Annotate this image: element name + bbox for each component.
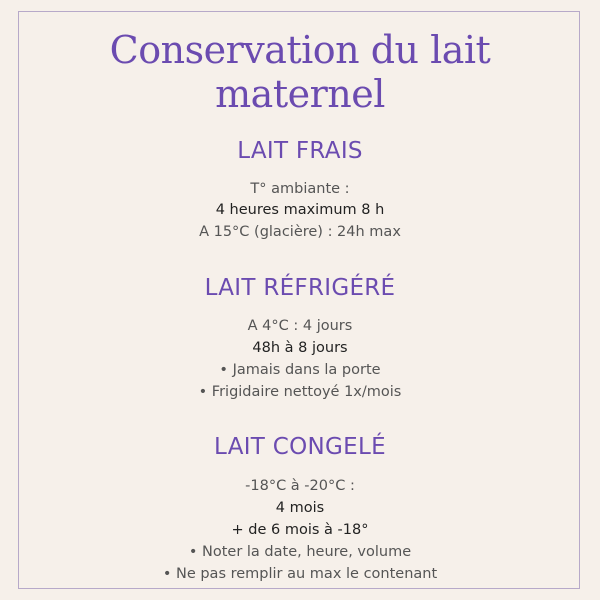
title-line-2: maternel (215, 72, 385, 116)
section-line: + de 6 mois à -18° (231, 522, 369, 538)
section-line: T° ambiante : (250, 181, 350, 197)
section-line: A 4°C : 4 jours (247, 318, 353, 334)
section-heading-lait-congele: LAIT CONGELÉ (214, 434, 386, 460)
section-heading-lait-frais: LAIT FRAIS (237, 138, 363, 164)
section-line: A 15°C (glacière) : 24h max (199, 224, 401, 240)
section-line: -18°C à -20°C : (245, 478, 355, 494)
section-line: 4 heures maximum 8 h (215, 202, 385, 218)
page-title (0, 28, 600, 116)
section-line: • Frigidaire nettoyé 1x/mois (198, 384, 402, 400)
section-line: 48h à 8 jours (252, 340, 348, 356)
section-heading-lait-refrigere: LAIT RÉFRIGÉRÉ (204, 275, 396, 301)
section-line: 4 mois (275, 500, 325, 516)
title-line-1: Conservation du lait (109, 28, 491, 72)
section-line: • Jamais dans la porte (219, 362, 381, 378)
section-line: • Ne pas remplir au max le contenant (162, 566, 438, 582)
section-line: • Noter la date, heure, volume (188, 544, 412, 560)
